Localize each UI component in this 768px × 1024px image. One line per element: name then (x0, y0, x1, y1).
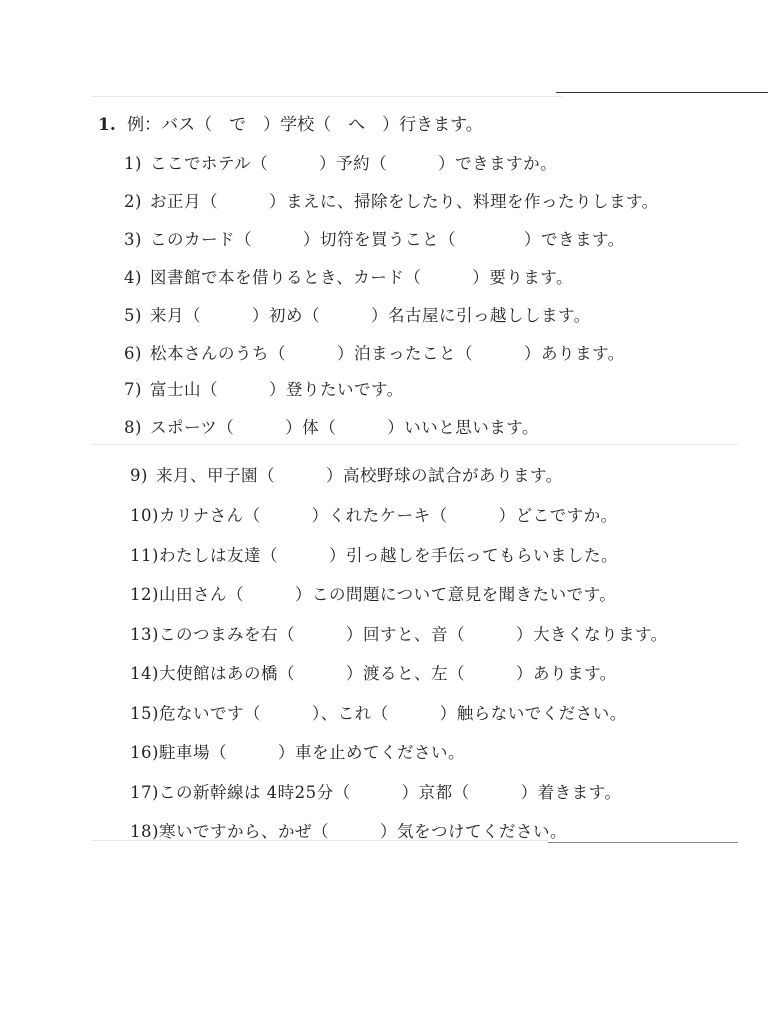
question-item (130, 581, 616, 605)
question-text: 駐車場（ ）車を止めてください。 (158, 743, 465, 762)
question-item (124, 226, 625, 250)
question-number: 16) (130, 743, 159, 762)
question-item (124, 414, 539, 438)
question-number: 13) (130, 625, 159, 644)
top-right-rule (556, 92, 768, 93)
question-text: 危ないです（ ）、これ（ ）触らないでください。 (158, 704, 627, 723)
question-item (124, 188, 659, 212)
question-number: 2) (124, 192, 142, 211)
question-number: 14) (130, 664, 159, 683)
question-item (130, 818, 567, 842)
question-text: わたしは友達（ ）引っ越しを手伝ってもらいました。 (158, 546, 618, 565)
question-number: 18) (130, 822, 159, 841)
question-text: 来月、甲子園（ ）高校野球の試合があります。 (155, 466, 563, 485)
question-item (124, 340, 625, 364)
question-item (130, 779, 621, 803)
question-item (130, 660, 617, 684)
question-number: 6) (124, 344, 142, 363)
question-number: 1) (124, 154, 142, 173)
question-text: この新幹線は 4時25分（ ）京都（ ）着きます。 (158, 783, 622, 802)
question-number: 4) (124, 268, 142, 287)
question-text: このカード（ ）切符を買うこと（ ）できます。 (149, 230, 625, 249)
question-text: 富士山（ ）登りたいです。 (149, 380, 404, 399)
question-item (130, 502, 618, 526)
question-number: 8) (124, 418, 142, 437)
question-text: 寒いですから、かぜ（ ）気をつけてください。 (158, 822, 567, 841)
exercise-number: 1. (98, 115, 116, 135)
question-text: 大使館はあの橋（ ）渡ると、左（ ）あります。 (158, 664, 617, 683)
question-item (130, 542, 618, 566)
question-text: お正月（ ）まえに、掃除をしたり、料理を作ったりします。 (149, 192, 659, 211)
question-item (124, 150, 557, 174)
section-divider-top (92, 96, 562, 97)
question-number: 11) (130, 546, 159, 565)
question-number: 15) (130, 704, 159, 723)
question-text: 図書館で本を借りるとき、カード（ ）要ります。 (149, 268, 573, 287)
question-text: このつまみを右（ ）回すと、音（ ）大きくなります。 (158, 625, 668, 644)
question-item (124, 376, 404, 400)
question-item (130, 621, 668, 645)
question-number: 10) (130, 506, 159, 525)
question-number: 3) (124, 230, 142, 249)
question-number: 5) (124, 306, 142, 325)
exercise-example (98, 110, 483, 135)
question-text: 山田さん（ ）この問題について意見を聞きたいです。 (158, 585, 617, 604)
question-item (130, 700, 627, 724)
question-item (130, 739, 465, 763)
question-number: 7) (124, 380, 142, 399)
question-text: 来月（ ）初め（ ）名古屋に引っ越しします。 (149, 306, 591, 325)
question-item (124, 264, 573, 288)
question-text: 松本さんのうち（ ）泊まったこと（ ）あります。 (149, 344, 625, 363)
section-divider-middle (92, 444, 738, 445)
question-number: 12) (130, 585, 159, 604)
question-item (124, 302, 591, 326)
question-text: スポーツ（ ）体（ ）いいと思います。 (149, 418, 539, 437)
question-text: ここでホテル（ ）予約（ ）できますか。 (149, 154, 558, 173)
question-text: カリナさん（ ）くれたケーキ（ ）どこですか。 (158, 506, 618, 525)
question-number: 17) (130, 783, 159, 802)
bottom-rule (548, 842, 738, 843)
question-number: 9) (130, 466, 148, 485)
question-item (130, 462, 563, 486)
example-sentence: 例：バス（ で ）学校（ へ ）行きます。 (127, 115, 483, 135)
